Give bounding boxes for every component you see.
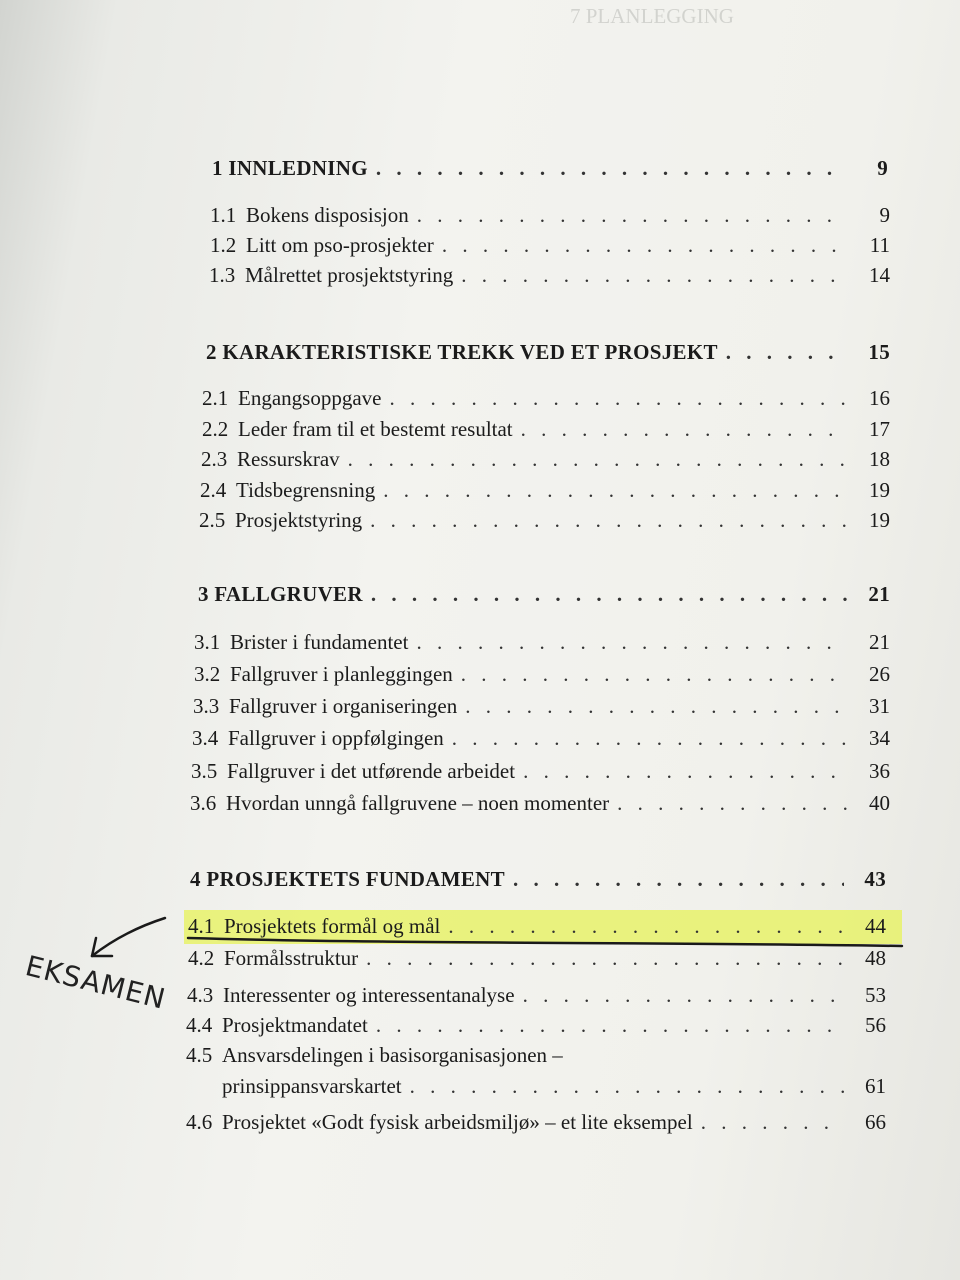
section-number: 3.1 [194, 630, 221, 654]
arrow-shaft [92, 918, 165, 956]
section-title: Formålsstruktur [224, 946, 359, 970]
section-title: Ressurskrav [237, 447, 340, 471]
section-number: 1.1 [210, 203, 237, 227]
section-number: 4.4 [186, 1013, 213, 1037]
section-number: 2.2 [202, 417, 229, 441]
section-title: Prosjektmandatet [222, 1013, 368, 1037]
section-number: 4.3 [187, 983, 214, 1007]
section-title: Brister i fundamentet [230, 630, 409, 654]
section-title: Leder fram til et bestemt resultat [238, 417, 513, 441]
section-number: 3.5 [191, 759, 218, 783]
section-title: Engangsoppgave [238, 386, 382, 410]
section-title: Fallgruver i oppfølgingen [228, 726, 444, 750]
section-number: 1.2 [210, 233, 237, 257]
page-number: 48 [865, 946, 886, 970]
page-number: 61 [865, 1074, 886, 1098]
page-number: 21 [869, 630, 890, 654]
chapter-title: 3 FALLGRUVER [198, 582, 363, 606]
section-title-continued: prinsippansvarskartet [222, 1074, 402, 1098]
page-number: 9 [877, 156, 888, 180]
section-number: 3.3 [193, 694, 220, 718]
bleed-through-text: 7 PLANLEGGING [570, 4, 734, 28]
page-number: 43 [864, 867, 886, 891]
page-number: 18 [869, 447, 890, 471]
section-title: Fallgruver i det utførende arbeidet [227, 759, 516, 783]
page-number: 21 [868, 582, 890, 606]
chapter-title: 1 INNLEDNING [212, 156, 368, 180]
section-title: Interessenter og interessentanalyse [223, 983, 515, 1007]
page-number: 11 [869, 233, 890, 257]
page-number: 19 [869, 478, 890, 502]
section-number: 3.2 [194, 662, 221, 686]
section-number: 3.4 [192, 726, 219, 750]
section-title: Målrettet prosjektstyring [245, 263, 454, 287]
section-title: Fallgruver i planleggingen [230, 662, 453, 686]
section-number: 2.1 [202, 386, 229, 410]
section-number: 2.5 [199, 508, 226, 532]
section-title: Prosjektstyring [235, 508, 363, 532]
section-title: Tidsbegrensning [236, 478, 376, 502]
page-number: 34 [869, 726, 890, 750]
section-number: 4.5 [186, 1043, 213, 1067]
chapter-title: 4 PROSJEKTETS FUNDAMENT [190, 867, 505, 891]
page-number: 53 [865, 983, 886, 1007]
underline-stroke [188, 938, 902, 946]
section-number: 2.3 [201, 447, 228, 471]
page-number: 9 [879, 203, 890, 227]
section-number: 4.1 [188, 914, 215, 938]
section-number: 2.4 [200, 478, 227, 502]
page-number: 36 [869, 759, 890, 783]
page-number: 14 [869, 263, 890, 287]
page-number: 15 [868, 340, 890, 364]
page-number: 19 [869, 508, 890, 532]
section-title: Bokens disposisjon [246, 203, 409, 227]
section-title: Litt om pso-prosjekter [246, 233, 434, 257]
page-number: 44 [865, 914, 886, 938]
page-number: 17 [869, 417, 890, 441]
page-number: 56 [865, 1013, 886, 1037]
page-number: 31 [869, 694, 890, 718]
section-title: Ansvarsdelingen i basisorganisasjonen – [222, 1043, 563, 1067]
section-title: Hvordan unngå fallgruvene – noen momenter [226, 791, 610, 815]
page-number: 66 [865, 1110, 886, 1134]
section-title: Prosjektets formål og mål [224, 914, 441, 938]
page-number: 26 [869, 662, 890, 686]
section-title: Prosjektet «Godt fysisk arbeidsmiljø» – et lite eksempel [222, 1110, 693, 1134]
section-number: 3.6 [190, 791, 217, 815]
page-number: 40 [869, 791, 890, 815]
chapter-title: 2 KARAKTERISTISKE TREKK VED ET PROSJEKT [206, 340, 718, 364]
section-title: Fallgruver i organiseringen [229, 694, 458, 718]
section-number: 4.6 [186, 1110, 213, 1134]
handwritten-note: EKSAMEN [22, 949, 170, 1016]
section-number: 1.3 [209, 263, 236, 287]
section-number: 4.2 [188, 946, 215, 970]
page-number: 16 [869, 386, 890, 410]
